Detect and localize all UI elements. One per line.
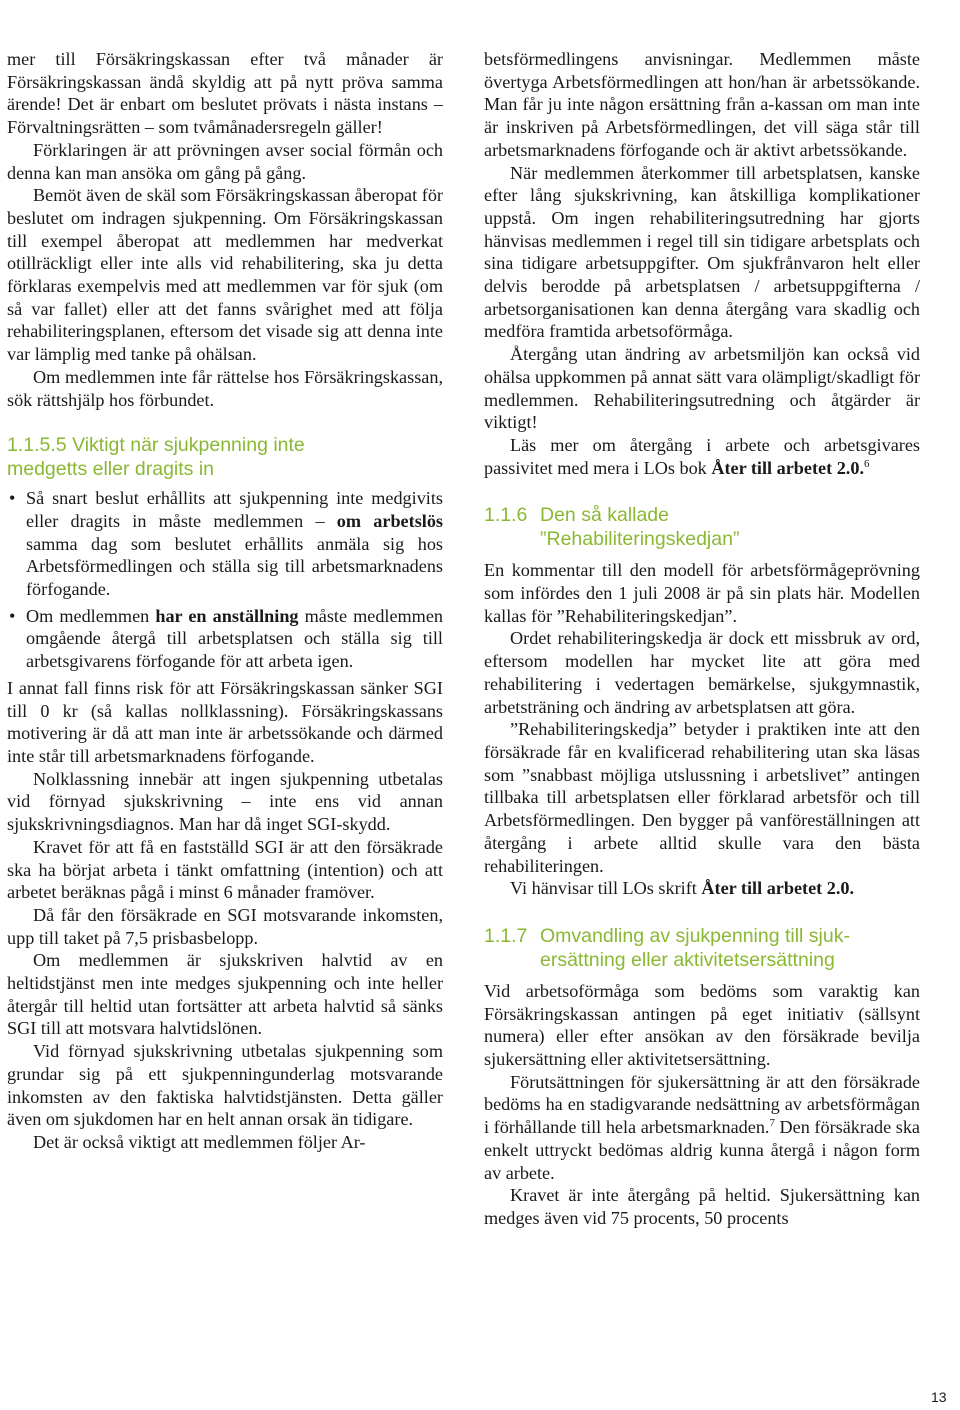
paragraph: Läs mer om återgång i arbete och arbetsgivares passivitet med mera i LOs bok Åter till arbetet 2.0.$^6$ — [484, 434, 920, 478]
paragraph: ”Rehabiliteringskedja” betyder i praktiken inte att den försäkrade får en kvalificerad rehabilitering utan ska läsas som ”snabbast möjliga utslussning i arbetslivet” antingen tillbaka till arbetsplatsen eller förklarad arbetsför och till Arbetsförmedlingen. Den bygger på vanföreställningen att återgång i arbete alltid skulle vara den bästa rehabiliteringen. — [484, 719, 920, 876]
bullet-list — [7, 487, 443, 673]
paragraph: Det är också viktigt att medlemmen följer Ar- — [33, 1131, 366, 1152]
section-title-line1: Omvandling av sjukpenning till sjuk- — [540, 924, 850, 947]
paragraph: Återgång utan ändring av arbetsmiljön kan också vid ohälsa uppkommen på annat sätt vara olämpligt/skadligt för medlemmen. Rehabiliteringsutredning och åtgärder är viktigt! — [484, 344, 920, 433]
list-item: • Så snart beslut erhållits att sjukpenning inte medgivits eller dragits in måste medlemmen – om arbetslös samma dag som beslutet erhållits anmäla sig hos Arbetsförmedlingen och ställa sig till arbetsmarknadens förfogande. — [9, 488, 443, 600]
section-heading-1-1-6 — [484, 503, 920, 551]
right-column — [484, 48, 920, 1230]
paragraph: En kommentar till den modell för arbetsförmågeprövning som infördes den 1 juli 2008 är på sin plats här. Modellen kallas för ”Rehabiliteringskedjan”. — [484, 560, 920, 626]
paragraph: Förklaringen är att prövningen avser social förmån och denna kan man ansöka om gång på gång. — [7, 139, 443, 183]
section-number: 1.1.5.5 — [7, 434, 67, 457]
paragraph: Ordet rehabiliteringskedja är dock ett missbruk av ord, eftersom modellen har mycket lite att göra med rehabilitering i vedertagen bemärkelse, sjukgymnastik, arbetsträning och ändring av arbetsplatsen att göra. — [484, 628, 920, 717]
paragraph: I annat fall finns risk för att Försäkringskassan sänker SGI till 0 kr (så kallas nollklassning). Försäkringskassans motivering är då att man inte är arbetssökande och därmed inte står till arbetsmarknadens förfogande. — [7, 677, 443, 766]
section-title-line2: ”Rehabiliteringskedjan” — [540, 528, 740, 551]
page-number: 13 — [931, 1389, 947, 1405]
section-heading-1-1-7 — [484, 924, 920, 972]
left-column — [7, 48, 443, 1154]
bold-text: har en anställning — [155, 605, 299, 626]
paragraph: Kravet är inte återgång på heltid. Sjukersättning kan medges även vid 75 procents, 50 procents — [484, 1185, 920, 1228]
paragraph: När medlemmen återkommer till arbetsplatsen, kanske efter lång sjukskrivning, kan åtskilliga komplikationer uppstå. Om ingen rehabiliteringsutredning har gjorts hänvisas medlemmen i regel till sin tidigare arbetsplats och sina tidigare arbetsuppgifter. Om sjukfrånvaron helt eller delvis berodde på arbetsplatsen / arbetsuppgifterna / arbetsorganisationen kan denna återgång vara skadlig och medföra framtida arbetsoförmåga. — [484, 162, 920, 342]
list-item: • Om medlemmen har en anställning måste medlemmen omgående återgå till arbetsplatsen och ställa sig till arbetsgivarens förfogande för att arbeta igen. — [9, 605, 443, 672]
paragraph: Vi hänvisar till LOs skrift Åter till arbetet 2.0. — [510, 878, 855, 899]
paragraph: Vid arbetsoförmåga som bedöms som varaktig kan Försäkringskassan antingen på eget initiativ (sällsynt numera) eller efter ansökan av den försäkrade bevilja sjukersättning eller aktivitetsersättning. — [484, 980, 920, 1070]
bold-text: om arbetslös — [336, 510, 443, 531]
section-title-line2: medgetts eller dragits in — [7, 458, 215, 481]
paragraph: Om medlemmen inte får rättelse hos Försäkringskassan, sök rättshjälp hos förbundet. — [7, 366, 443, 410]
paragraph: Om medlemmen är sjukskriven halvtid av en heltidstjänst men inte medges sjukpenning och inte heller återgår till heltid utan fortsätter att arbeta halvtid så sänks SGI till att motsvara halvtidslönen. — [7, 950, 443, 1039]
section-title-line2: ersättning eller aktivitetsersättning — [540, 948, 835, 971]
paragraph: Nolklassning innebär att ingen sjukpenning utbetalas vid förnyad sjukskrivning – inte ens vid annan sjukskrivningsdiagnos. Man har då inget SGI-skydd. — [7, 768, 443, 835]
paragraph: Bemöt även de skäl som Försäkringskassan åberopat för beslutet om indragen sjukpenning. Om Försäkringskassan till exempel åberopat att medlemmen har medverkat otillräckligt eller inte alls vid rehabilitering, ska ju detta förklaras exempelvis med att medlemmen var för sjuk (om så var fallet) eller att det fanns svårighet med att följa rehabiliteringsplanen, eftersom det visade sig att denna inte var lämplig med tanke på ohälsan. — [7, 185, 443, 365]
paragraph: Vid förnyad sjukskrivning utbetalas sjukpenning som grundar sig på ett sjukpenningunderlag motsvarande inkomsten av den faktiska halvtidstjänsten. Detta gäller även om sjukdomen har en helt annan orsak än tidigare. — [7, 1041, 443, 1130]
bullet-icon: • — [9, 488, 16, 509]
section-number: 1.1.7 — [484, 924, 528, 947]
paragraph: mer till Försäkringskassan efter två månader är Försäkringskassan ändå skyldig att på nytt pröva samma ärende! Det är enbart om beslutet prövats i nästa instans – Förvaltningsrätten – som tvåmånadersregeln gäller! — [7, 49, 443, 138]
book-title: Åter till arbetet 2.0. — [701, 878, 855, 899]
section-number: 1.1.6 — [484, 504, 528, 527]
footnote-ref: 7 — [769, 1117, 775, 1130]
bullet-icon: • — [9, 605, 16, 626]
paragraph: Kravet för att få en fastställd SGI är att den försäkrade ska ha börjat arbeta i tänkt omfattning (intention) och att arbetet beräknas pågå i minst 6 månader framöver. — [7, 836, 443, 903]
book-title: Åter till arbetet 2.0. — [711, 457, 864, 478]
paragraph: betsförmedlingens anvisningar. Medlemmen måste övertyga Arbetsförmedlingen att hon/han är arbetssökande. Man får ju inte någon ersättning från a-kassan om man inte är inskriven på Arbetsförmedlingen, det vill säga står till arbetsmarknadens förfogande och är aktivt arbetssökande. — [484, 49, 920, 160]
section-title-line1: Den så kallade — [540, 504, 669, 527]
footnote-ref: 6 — [864, 457, 870, 470]
section-heading-1-1-5-5 — [7, 433, 443, 481]
paragraph: Förutsättningen för sjukersättning är att den försäkrade bedöms ha en stadigvarande nedsättning av arbetsförmågan i förhållande till hela arbetsmarknaden.$^7$ Den försäkrade ska enkelt uttryckt bedömas aldrig kunna återgå i någon form av arbete. — [484, 1071, 921, 1183]
section-title-line1: Viktigt när sjukpenning inte — [72, 434, 305, 457]
paragraph: Då får den försäkrade en SGI motsvarande inkomsten, upp till taket på 7,5 prisbasbelopp. — [7, 904, 443, 948]
